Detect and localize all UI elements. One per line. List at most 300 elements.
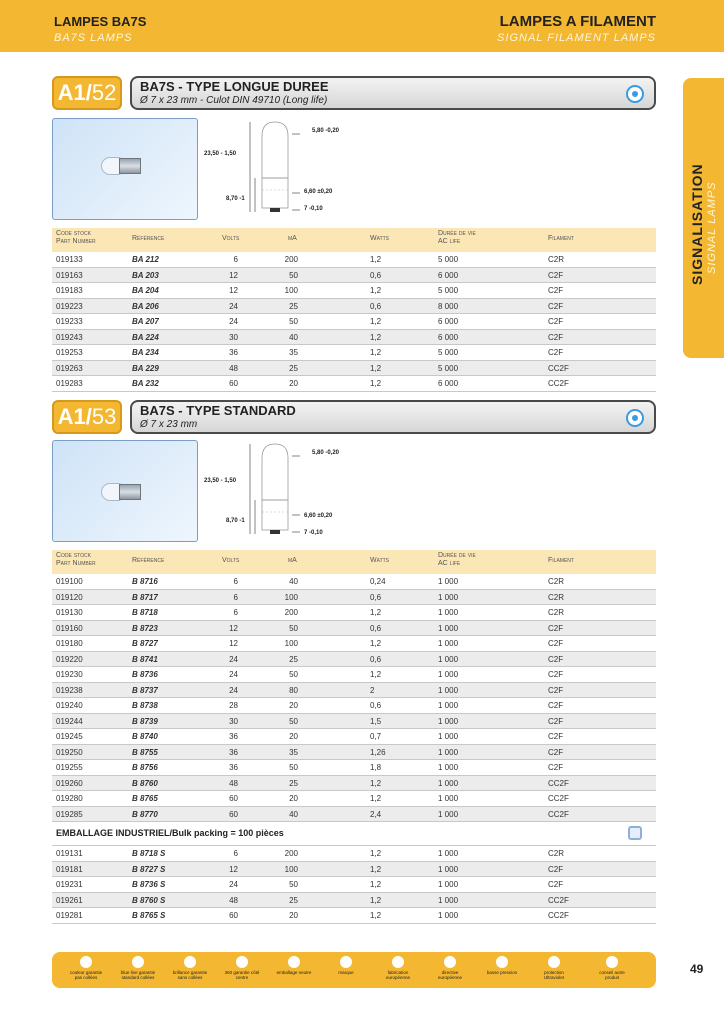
- cell-filament: C2F: [548, 732, 564, 741]
- header-left-subtitle: BA7S LAMPS: [54, 32, 133, 44]
- section-header-a1-52: [52, 76, 656, 110]
- table-row: [52, 729, 656, 745]
- table-row: [52, 846, 656, 862]
- table-row: [52, 361, 656, 377]
- cell-code: 019263: [56, 363, 83, 373]
- col-watts: Watts: [370, 235, 390, 242]
- cell-ma: 20: [289, 911, 298, 920]
- cell-code: 019100: [56, 577, 83, 586]
- product-photo: [52, 118, 198, 220]
- legend-item: marque: [326, 956, 366, 975]
- cell-code: 019130: [56, 608, 83, 617]
- cell-watts: 1,2: [370, 864, 382, 874]
- table-row: [52, 862, 656, 878]
- table-row: [52, 376, 656, 392]
- cell-life: 1 000: [438, 880, 459, 889]
- col-reference: Référence: [132, 235, 165, 242]
- cell-filament: C2F: [548, 301, 564, 311]
- table-row: [52, 636, 656, 652]
- cell-life: 1 000: [438, 864, 459, 874]
- cell-ma: 80: [289, 685, 298, 695]
- page-number: 49: [690, 962, 704, 976]
- cell-watts: 1,2: [370, 348, 382, 357]
- cell-life: 6 000: [438, 379, 459, 388]
- cell-code: 019233: [56, 317, 83, 326]
- table-row: [52, 574, 656, 590]
- cell-volts: 48: [229, 363, 238, 373]
- section-header-a1-53: [52, 400, 656, 434]
- section-title-bar: [130, 76, 656, 110]
- cell-ma: 40: [289, 577, 298, 586]
- cell-code: 019281: [56, 911, 83, 920]
- cell-ma: 20: [289, 701, 298, 710]
- cell-ma: 50: [289, 763, 298, 772]
- cell-reference: BA 206: [132, 301, 159, 311]
- table-row: [52, 314, 656, 330]
- section-subtitle: Ø 7 x 23 mm - Culot DIN 49710 (Long life): [140, 95, 328, 106]
- cell-code: 019180: [56, 639, 83, 648]
- col-code: Code stock Part Number: [56, 230, 96, 245]
- cell-code: 019260: [56, 778, 83, 788]
- cell-code: 019220: [56, 654, 83, 664]
- uv-icon: [548, 956, 560, 968]
- cell-watts: 1,2: [370, 639, 382, 648]
- table-body: [52, 574, 656, 822]
- cell-filament: C2F: [548, 864, 564, 874]
- col-code: Code stock Part Number: [56, 552, 96, 567]
- legend-item: 360 garantie côté centre: [222, 956, 262, 980]
- lamp-outline-icon: [200, 440, 400, 544]
- cell-volts: 6: [233, 849, 238, 858]
- col-life: Durée de vie AC life: [438, 230, 476, 245]
- table-row: [52, 652, 656, 668]
- cell-filament: C2F: [548, 348, 564, 357]
- cell-filament: CC2F: [548, 778, 569, 788]
- table-row: [52, 330, 656, 346]
- cell-ma: 25: [289, 895, 298, 905]
- cell-ma: 25: [289, 301, 298, 311]
- section-subtitle: Ø 7 x 23 mm: [140, 419, 198, 430]
- cell-life: 6 000: [438, 332, 459, 342]
- table-header: [52, 228, 656, 252]
- cell-watts: 0,6: [370, 592, 382, 602]
- cell-filament: C2R: [548, 255, 565, 264]
- cell-life: 1 000: [438, 577, 459, 586]
- cell-life: 1 000: [438, 701, 459, 710]
- cell-ma: 35: [289, 747, 298, 757]
- cell-ma: 100: [284, 639, 298, 648]
- cell-watts: 0,6: [370, 301, 382, 311]
- cell-reference: B 8727: [132, 639, 158, 648]
- legend-item: directive européenne: [430, 956, 470, 980]
- side-tab-title: SIGNALISATION: [689, 163, 705, 285]
- table-a1-52: [52, 228, 656, 392]
- cell-code: 019133: [56, 255, 83, 264]
- cell-reference: B 8765 S: [132, 911, 166, 920]
- cell-reference: B 8756: [132, 763, 158, 772]
- cell-ma: 20: [289, 794, 298, 803]
- cell-reference: BA 232: [132, 379, 159, 388]
- cell-volts: 6: [233, 608, 238, 617]
- section-title-bar: [130, 400, 656, 434]
- brightness-icon: [184, 956, 196, 968]
- target-icon: [626, 85, 644, 103]
- cell-watts: 1,26: [370, 747, 386, 757]
- cell-reference: B 8770: [132, 809, 158, 819]
- cell-volts: 24: [229, 654, 238, 664]
- cell-reference: B 8717: [132, 592, 158, 602]
- cell-filament: C2F: [548, 317, 564, 326]
- cell-reference: B 8741: [132, 654, 158, 664]
- section-code-number: 52: [91, 80, 117, 105]
- cell-filament: CC2F: [548, 363, 569, 373]
- cell-code: 019120: [56, 592, 83, 602]
- blueline-icon: [132, 956, 144, 968]
- table-row: [52, 268, 656, 284]
- cell-reference: B 8723: [132, 623, 158, 633]
- cell-volts: 48: [229, 778, 238, 788]
- cell-filament: C2F: [548, 623, 564, 633]
- table-row: [52, 667, 656, 683]
- cell-reference: B 8727 S: [132, 864, 166, 874]
- dimension-drawing: [200, 440, 400, 544]
- cell-reference: B 8765: [132, 794, 158, 803]
- cell-life: 6 000: [438, 317, 459, 326]
- col-filament: Filament: [548, 235, 574, 242]
- cell-life: 5 000: [438, 286, 459, 295]
- table-row: [52, 252, 656, 268]
- cell-watts: 0,6: [370, 654, 382, 664]
- cell-ma: 100: [284, 864, 298, 874]
- cell-life: 5 000: [438, 363, 459, 373]
- cell-reference: B 8760 S: [132, 895, 166, 905]
- dim-length: 23,50 - 1,50: [204, 478, 237, 484]
- cell-life: 1 000: [438, 895, 459, 905]
- cell-code: 019160: [56, 623, 83, 633]
- cell-volts: 12: [229, 639, 238, 648]
- lamp-icon: [101, 481, 141, 503]
- col-life: Durée de vie AC life: [438, 552, 476, 567]
- cell-watts: 0,6: [370, 623, 382, 633]
- cell-watts: 1,2: [370, 317, 382, 326]
- table-row: [52, 776, 656, 792]
- cell-reference: BA 204: [132, 286, 159, 295]
- cell-ma: 100: [284, 286, 298, 295]
- cell-filament: C2F: [548, 286, 564, 295]
- cell-volts: 24: [229, 301, 238, 311]
- cell-code: 019255: [56, 763, 83, 772]
- table-row: [52, 908, 656, 924]
- cell-watts: 1,2: [370, 363, 382, 373]
- cell-watts: 1,2: [370, 286, 382, 295]
- dimension-drawing: [200, 118, 400, 222]
- cell-code: 019181: [56, 864, 83, 874]
- legend-item: conseil autre produit: [592, 956, 632, 980]
- directive-icon: [444, 956, 456, 968]
- cell-life: 1 000: [438, 685, 459, 695]
- cell-watts: 1,2: [370, 895, 382, 905]
- cell-volts: 36: [229, 348, 238, 357]
- legend-item: basse pression: [482, 956, 522, 975]
- cell-life: 1 000: [438, 794, 459, 803]
- col-ma: mA: [288, 557, 297, 564]
- legend-item: blue line garantie standard collées: [118, 956, 158, 980]
- header-right-title: LAMPES A FILAMENT: [499, 13, 656, 30]
- table-row: [52, 893, 656, 909]
- cell-ma: 40: [289, 332, 298, 342]
- cell-volts: 24: [229, 685, 238, 695]
- cell-ma: 50: [289, 317, 298, 326]
- cell-ma: 50: [289, 880, 298, 889]
- cell-reference: BA 212: [132, 255, 159, 264]
- cell-ma: 25: [289, 654, 298, 664]
- cell-ma: 200: [284, 255, 298, 264]
- header-right-subtitle: SIGNAL FILAMENT LAMPS: [497, 32, 656, 44]
- section-code-prefix: A1/: [57, 80, 92, 105]
- table-row: [52, 299, 656, 315]
- cell-life: 8 000: [438, 301, 459, 311]
- cell-volts: 36: [229, 763, 238, 772]
- cell-code: 019223: [56, 301, 83, 311]
- cell-life: 1 000: [438, 670, 459, 679]
- table-row: [52, 714, 656, 730]
- table-row: [52, 283, 656, 299]
- cell-life: 5 000: [438, 348, 459, 357]
- dim-base-length: 8,70 -1: [226, 518, 245, 524]
- header-left-title: LAMPES BA7S: [54, 14, 147, 29]
- cell-watts: 1,2: [370, 880, 382, 889]
- cell-reference: BA 203: [132, 270, 159, 280]
- cell-ma: 20: [289, 732, 298, 741]
- table-row: [52, 877, 656, 893]
- cell-volts: 24: [229, 880, 238, 889]
- cell-volts: 60: [229, 794, 238, 803]
- cell-ma: 25: [289, 778, 298, 788]
- dim-length: 23,50 - 1,50: [204, 151, 237, 157]
- cell-volts: 28: [229, 701, 238, 710]
- cell-volts: 30: [229, 332, 238, 342]
- cell-watts: 0,6: [370, 701, 382, 710]
- cell-volts: 12: [229, 864, 238, 874]
- table-row: [52, 590, 656, 606]
- cell-watts: 1,8: [370, 763, 382, 772]
- lamp-outline-icon: [200, 118, 400, 222]
- col-filament: Filament: [548, 557, 574, 564]
- cell-reference: B 8738: [132, 701, 158, 710]
- side-tab: [683, 78, 724, 358]
- cell-volts: 6: [233, 255, 238, 264]
- dim-pin: 7 -0,10: [304, 206, 323, 212]
- section-code-number: 53: [91, 404, 117, 429]
- cell-filament: C2F: [548, 747, 564, 757]
- cell-watts: 1,2: [370, 911, 382, 920]
- cell-reference: B 8718: [132, 608, 158, 617]
- cell-watts: 2: [370, 685, 375, 695]
- cell-code: 019231: [56, 880, 83, 889]
- cell-ma: 50: [289, 670, 298, 679]
- cell-code: 019285: [56, 809, 83, 819]
- cell-volts: 60: [229, 809, 238, 819]
- cell-filament: C2F: [548, 685, 564, 695]
- dim-pin: 7 -0,10: [304, 530, 323, 536]
- cell-life: 1 000: [438, 732, 459, 741]
- legend-item: protection Ultraviolet: [534, 956, 574, 980]
- col-ma: mA: [288, 235, 297, 242]
- cell-code: 019230: [56, 670, 83, 679]
- section-title: BA7S - TYPE STANDARD: [140, 403, 296, 418]
- cell-ma: 35: [289, 348, 298, 357]
- cell-reference: B 8739: [132, 716, 158, 726]
- cell-ma: 20: [289, 379, 298, 388]
- cell-reference: B 8760: [132, 778, 158, 788]
- bulk-packing-header: [52, 824, 656, 846]
- cell-filament: C2F: [548, 763, 564, 772]
- cell-filament: C2F: [548, 270, 564, 280]
- legend-item: brillance garantie sans collées: [170, 956, 210, 980]
- cell-life: 6 000: [438, 270, 459, 280]
- cell-ma: 100: [284, 592, 298, 602]
- legend-item: couleur garantie pas collées: [66, 956, 106, 980]
- cell-code: 019283: [56, 379, 83, 388]
- cell-reference: B 8736 S: [132, 880, 166, 889]
- cell-code: 019183: [56, 286, 83, 295]
- cell-life: 1 000: [438, 623, 459, 633]
- cell-watts: 1,2: [370, 332, 382, 342]
- cell-life: 1 000: [438, 809, 459, 819]
- cell-life: 1 000: [438, 763, 459, 772]
- cell-ma: 200: [284, 849, 298, 858]
- target-icon: [626, 409, 644, 427]
- color-icon: [80, 956, 92, 968]
- cell-filament: CC2F: [548, 895, 569, 905]
- legend-item: fabrication européenne: [378, 956, 418, 980]
- cell-filament: C2R: [548, 592, 565, 602]
- cell-watts: 0,7: [370, 732, 382, 741]
- cell-life: 1 000: [438, 747, 459, 757]
- cell-volts: 12: [229, 286, 238, 295]
- cell-volts: 6: [233, 592, 238, 602]
- cell-filament: C2F: [548, 701, 564, 710]
- cell-watts: 1,5: [370, 716, 382, 726]
- other-product-icon: [606, 956, 618, 968]
- table-body: [52, 846, 656, 924]
- footer-legend: [52, 952, 656, 988]
- cell-code: 019280: [56, 794, 83, 803]
- cell-reference: B 8716: [132, 577, 158, 586]
- cell-filament: CC2F: [548, 809, 569, 819]
- bulk-packing-label: EMBALLAGE INDUSTRIEL/Bulk packing = 100 pièces: [56, 828, 284, 838]
- cell-volts: 36: [229, 732, 238, 741]
- cell-ma: 50: [289, 716, 298, 726]
- 360-icon: [236, 956, 248, 968]
- section-title: BA7S - TYPE LONGUE DUREE: [140, 79, 329, 94]
- table-a1-53: [52, 550, 656, 822]
- dim-bulb-diameter: 5,80 -0,20: [312, 128, 340, 134]
- packaging-icon: [288, 956, 300, 968]
- cell-life: 1 000: [438, 716, 459, 726]
- col-volts: Volts: [222, 557, 240, 564]
- section-code-prefix: A1/: [57, 404, 92, 429]
- cell-filament: CC2F: [548, 794, 569, 803]
- cell-code: 019131: [56, 849, 83, 858]
- cell-ma: 50: [289, 270, 298, 280]
- cell-filament: CC2F: [548, 379, 569, 388]
- cell-watts: 2,4: [370, 809, 382, 819]
- cell-code: 019243: [56, 332, 83, 342]
- cell-volts: 30: [229, 716, 238, 726]
- cell-life: 5 000: [438, 255, 459, 264]
- cell-volts: 24: [229, 670, 238, 679]
- col-volts: Volts: [222, 235, 240, 242]
- cell-reference: BA 234: [132, 348, 159, 357]
- cell-life: 1 000: [438, 592, 459, 602]
- cell-volts: 12: [229, 270, 238, 280]
- side-tab-subtitle: SIGNAL LAMPS: [706, 181, 718, 274]
- cell-life: 1 000: [438, 654, 459, 664]
- cell-life: 1 000: [438, 911, 459, 920]
- lamp-icon: [101, 155, 141, 177]
- cell-reference: B 8755: [132, 747, 158, 757]
- cell-reference: BA 224: [132, 332, 159, 342]
- cell-code: 019244: [56, 716, 83, 726]
- cell-code: 019245: [56, 732, 83, 741]
- table-row: [52, 698, 656, 714]
- cell-filament: C2R: [548, 577, 565, 586]
- cell-code: 019250: [56, 747, 83, 757]
- cell-reference: BA 229: [132, 363, 159, 373]
- dim-base-length: 8,70 -1: [226, 196, 245, 202]
- cell-volts: 60: [229, 911, 238, 920]
- cell-reference: B 8740: [132, 732, 158, 741]
- cell-reference: BA 207: [132, 317, 159, 326]
- cell-watts: 1,2: [370, 608, 382, 617]
- cell-code: 019253: [56, 348, 83, 357]
- cell-watts: 1,2: [370, 255, 382, 264]
- cell-filament: CC2F: [548, 911, 569, 920]
- cell-code: 019240: [56, 701, 83, 710]
- cell-filament: C2R: [548, 849, 565, 858]
- table-header: [52, 550, 656, 574]
- cell-life: 1 000: [438, 849, 459, 858]
- cell-volts: 60: [229, 379, 238, 388]
- table-row: [52, 345, 656, 361]
- table-row: [52, 791, 656, 807]
- cell-code: 019163: [56, 270, 83, 280]
- package-icon: [628, 826, 642, 840]
- cell-code: 019238: [56, 685, 83, 695]
- cell-filament: C2F: [548, 332, 564, 342]
- cell-volts: 48: [229, 895, 238, 905]
- cell-watts: 1,2: [370, 794, 382, 803]
- col-watts: Watts: [370, 557, 390, 564]
- product-photo: [52, 440, 198, 542]
- cell-filament: C2F: [548, 880, 564, 889]
- cell-watts: 0,24: [370, 577, 386, 586]
- cell-ma: 200: [284, 608, 298, 617]
- cell-ma: 40: [289, 809, 298, 819]
- cell-life: 1 000: [438, 778, 459, 788]
- cell-reference: B 8736: [132, 670, 158, 679]
- table-row: [52, 807, 656, 823]
- cell-volts: 6: [233, 577, 238, 586]
- table-row: [52, 605, 656, 621]
- cell-filament: C2F: [548, 670, 564, 679]
- cell-watts: 1,2: [370, 379, 382, 388]
- low-pressure-icon: [496, 956, 508, 968]
- cell-code: 019261: [56, 895, 83, 905]
- cell-filament: C2R: [548, 608, 565, 617]
- legend-item: emballage neutre: [274, 956, 314, 975]
